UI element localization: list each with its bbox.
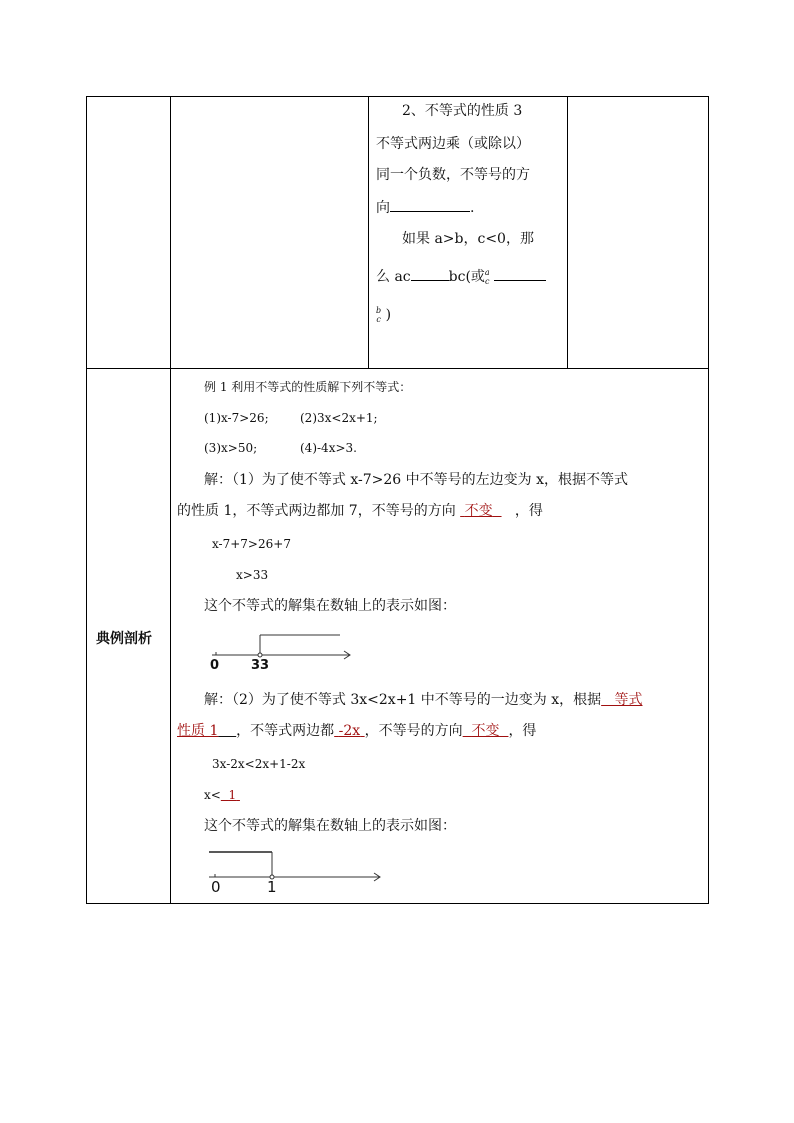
axis-label: 1 [267, 878, 277, 896]
axis-label: 0 [211, 878, 221, 896]
open-point [258, 653, 262, 657]
text-line: 同一个负数，不等号的方 [376, 167, 530, 183]
text: 的性质 1，不等式两边都加 7，不等号的方向 [177, 503, 461, 519]
answer: 性质 1 [177, 723, 219, 739]
property-title: 2、不等式的性质 3 [402, 103, 523, 119]
text-line [376, 199, 474, 217]
step [204, 786, 240, 804]
problem: (4)-4x>3. [300, 441, 357, 455]
table-border [86, 96, 87, 904]
blank [494, 268, 546, 281]
text-line [177, 722, 536, 740]
text: ，得 [514, 503, 543, 519]
axis-label: 33 [251, 658, 270, 673]
table-border [170, 96, 171, 904]
text: 么 ac [376, 269, 411, 285]
text: ，不等式两边都 [236, 723, 335, 739]
section-label: 典例剖析 [96, 631, 152, 647]
number-line-2 [200, 848, 390, 888]
text-line [204, 691, 643, 709]
blank [411, 268, 449, 281]
blank [390, 199, 470, 212]
text: . [470, 200, 475, 216]
answer: 不变 [471, 723, 500, 739]
problem: (3)x>50; [204, 441, 258, 455]
text: ，不等号的方向 [364, 723, 463, 739]
step: 3x-2x<2x+1-2x [212, 757, 306, 771]
table-border [567, 96, 568, 368]
fraction-a-over-c: a c [484, 268, 490, 286]
example-title: 例 1 利用不等式的性质解下列不等式： [204, 380, 412, 394]
step: x>33 [236, 568, 269, 582]
text: 解：（2）为了使不等式 3x<2x+1 中不等号的一边变为 x，根据 [204, 692, 602, 708]
answer: 1 [228, 788, 237, 802]
table-border [86, 903, 709, 904]
text-line [376, 306, 391, 324]
text-line: 如果 a>b，c<0，那 [402, 231, 534, 247]
answer: 等式 [614, 692, 643, 708]
answer: 不变 [464, 503, 493, 519]
text-line: 解：（1）为了使不等式 x-7>26 中不等号的左边变为 x，根据不等式 [204, 472, 628, 488]
problem: (2)3x<2x+1; [300, 411, 378, 425]
fraction-b-over-c: b c [376, 306, 382, 324]
text: bc(或 [448, 269, 485, 285]
text: x< [204, 788, 221, 802]
answer: -2x [338, 723, 361, 739]
step: x-7+7>26+7 [212, 537, 291, 551]
number-line-1 [200, 630, 360, 675]
text-line [376, 268, 546, 286]
problem: (1)x-7>26; [204, 411, 269, 425]
table-border [86, 368, 709, 369]
text-line [177, 502, 543, 520]
text: ) [385, 307, 392, 323]
text-line: 不等式两边乘（或除以） [376, 136, 530, 152]
text-line: 这个不等式的解集在数轴上的表示如图： [204, 818, 456, 834]
axis-label: 0 [210, 658, 220, 673]
table-border [86, 96, 709, 97]
text: ，得 [508, 723, 537, 739]
text: 向 [376, 200, 390, 216]
table-border [708, 96, 709, 904]
table-border [368, 96, 369, 368]
text-line: 这个不等式的解集在数轴上的表示如图： [204, 598, 456, 614]
